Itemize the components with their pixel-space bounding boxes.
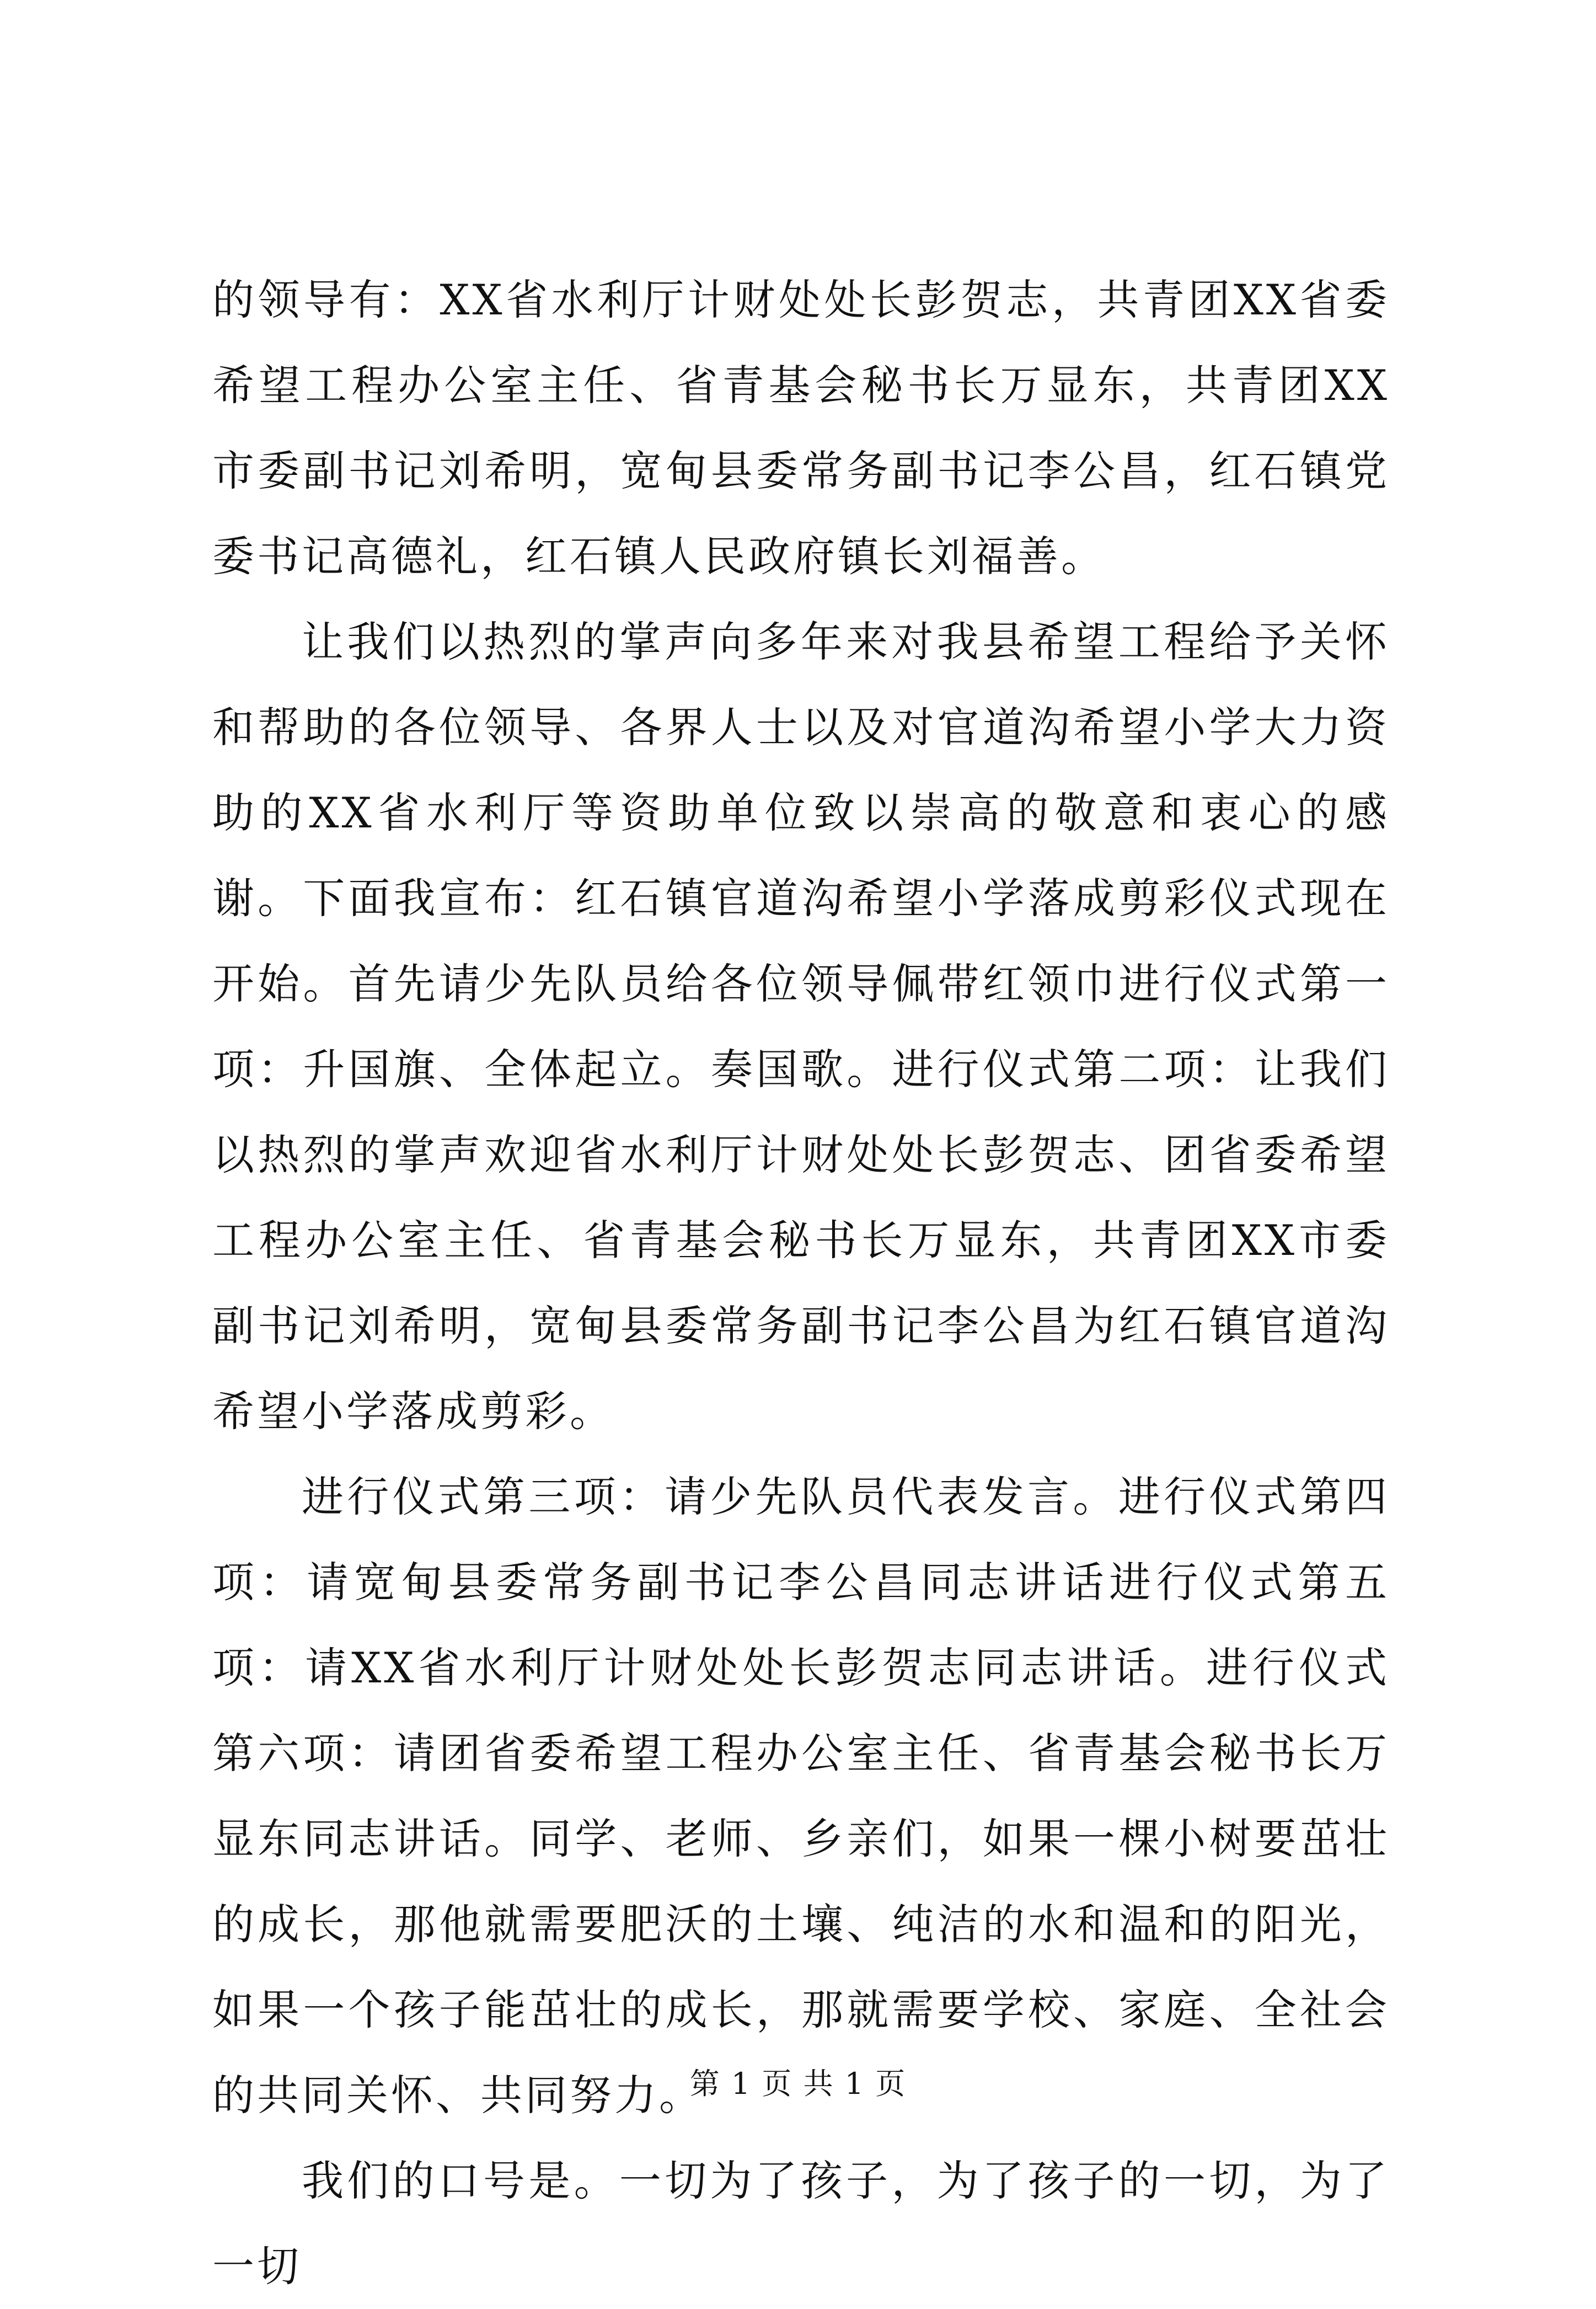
paragraph-slogan: 我们的口号是。一切为了孩子，为了孩子的一切，为了一切 — [212, 2156, 1390, 2291]
paragraph-ceremony-opening: 让我们以热烈的掌声向多年来对我县希望工程给予关怀和帮助的各位领导、各界人士以及对官道沟希望小学大力资助的XX省水利厅等资助单位致以崇高的敬意和衷心的感谢。下面我宣布：红石镇官道沟希望小学落成剪彩仪式现在开始。首先请少先队员给各位领导佩带红领巾进行仪式第一项：升国旗、全体起立。奏国歌。进行仪式第二项：让我们以热烈的掌声欢迎省水利厅计财处处长彭贺志、团省委希望工程办公室主任、省青基会秘书长万显东，共青团XX市委副书记刘希明，宽甸县委常务副书记李公昌为红石镇官道沟希望小学落成剪彩。 — [212, 617, 1390, 1436]
document-body — [212, 257, 1390, 2309]
page-footer: 第 1 页 共 1 页 — [689, 2066, 907, 2101]
paragraph-ceremony-speeches: 进行仪式第三项：请少先队员代表发言。进行仪式第四项：请宽甸县委常务副书记李公昌同志讲话进行仪式第五项：请XX省水利厅计财处处长彭贺志同志讲话。进行仪式第六项：请团省委希望工程办公室主任、省青基会秘书长万显东同志讲话。同学、老师、乡亲们，如果一棵小树要茁壮的成长，那他就需要肥沃的土壤、纯洁的水和温和的阳光，如果一个孩子能茁壮的成长，那就需要学校、家庭、全社会的共同关怀、共同努力。 — [212, 1472, 1390, 2120]
paragraph-leaders-list: 的领导有：XX省水利厅计财处处长彭贺志，共青团XX省委希望工程办公室主任、省青基会秘书长万显东，共青团XX市委副书记刘希明，宽甸县委常务副书记李公昌，红石镇党委书记高德礼，红石镇人民政府镇长刘福善。 — [212, 275, 1390, 581]
